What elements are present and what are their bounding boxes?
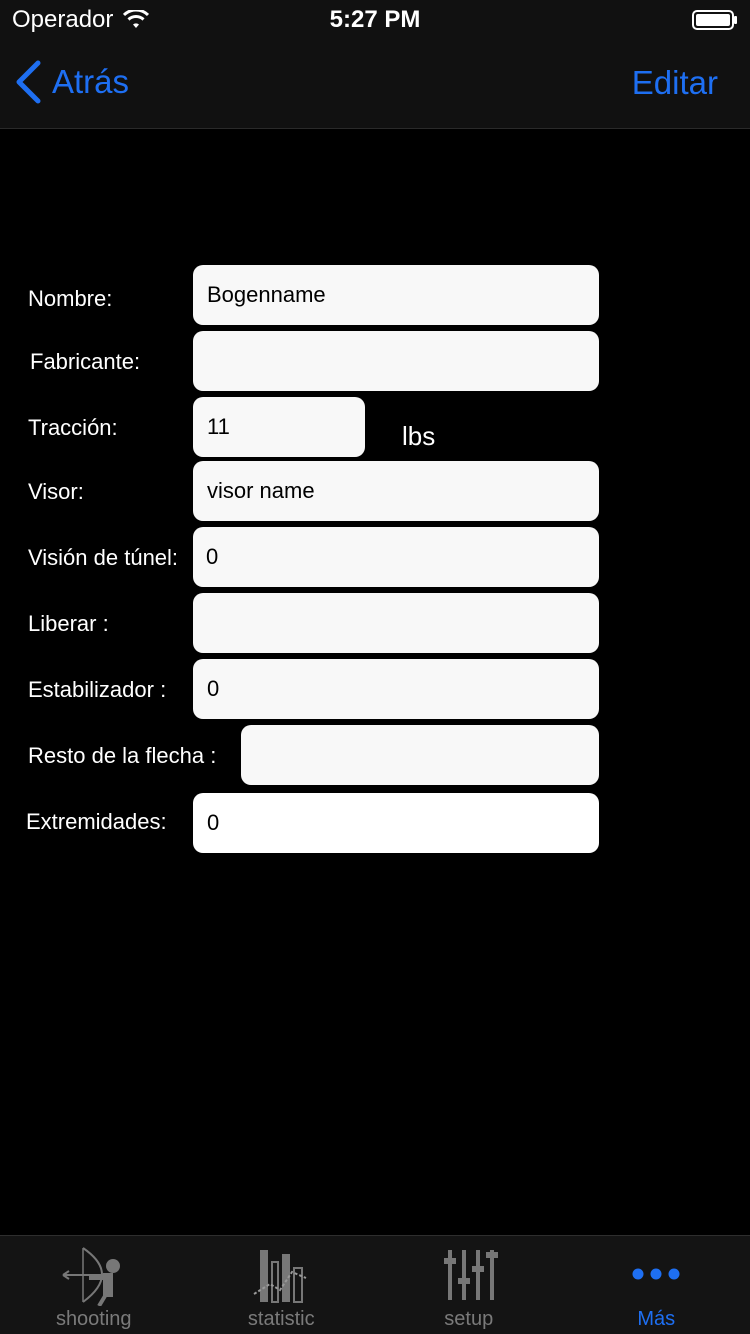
carrier-name: Operador	[12, 6, 114, 33]
tab-more[interactable]	[563, 1236, 750, 1334]
tunnel-vision-label: Visión de túnel:	[28, 545, 179, 570]
draw-weight-label: Tracción:	[28, 415, 118, 440]
manufacturer-input[interactable]	[193, 331, 599, 391]
draw-weight-unit: lbs	[402, 421, 436, 451]
name-input[interactable]	[193, 265, 599, 325]
bow-archer-icon	[59, 1244, 129, 1306]
back-label: Atrás	[52, 63, 130, 100]
sight-label: Visor:	[28, 479, 84, 504]
battery-icon	[692, 10, 738, 30]
navigation-bar	[0, 40, 750, 129]
sight-input[interactable]	[193, 461, 599, 521]
tunnel-vision-input[interactable]	[193, 527, 599, 587]
back-button[interactable]	[14, 60, 129, 104]
tab-shooting-label: shooting	[55, 1308, 132, 1330]
tab-statistic-label: statistic	[247, 1308, 315, 1330]
tab-statistic[interactable]	[188, 1236, 376, 1334]
more-dots-icon	[621, 1244, 691, 1306]
release-label: Liberar :	[28, 611, 109, 636]
tab-setup[interactable]	[375, 1236, 563, 1334]
tab-shooting[interactable]	[0, 1236, 188, 1334]
release-input[interactable]	[193, 593, 599, 653]
limbs-label: Extremidades:	[26, 809, 167, 834]
stabilizer-input[interactable]	[193, 659, 599, 719]
sliders-icon	[434, 1244, 504, 1306]
name-label: Nombre:	[28, 286, 113, 311]
stabilizer-label: Estabilizador :	[28, 677, 167, 702]
tab-bar	[0, 1235, 750, 1334]
tab-setup-label: setup	[444, 1308, 494, 1330]
edit-button[interactable]: Editar	[631, 64, 718, 101]
status-time: 5:27 PM	[329, 6, 421, 33]
arrow-rest-label: Resto de la flecha :	[28, 743, 217, 768]
statistic-bars-icon	[246, 1244, 316, 1306]
draw-weight-input[interactable]	[193, 397, 365, 457]
manufacturer-label: Fabricante:	[30, 349, 141, 374]
status-bar	[0, 0, 750, 40]
arrow-rest-input[interactable]	[241, 725, 599, 785]
chevron-left-icon	[14, 60, 42, 104]
tab-more-label: Más	[637, 1308, 676, 1330]
limbs-input[interactable]	[193, 793, 599, 853]
